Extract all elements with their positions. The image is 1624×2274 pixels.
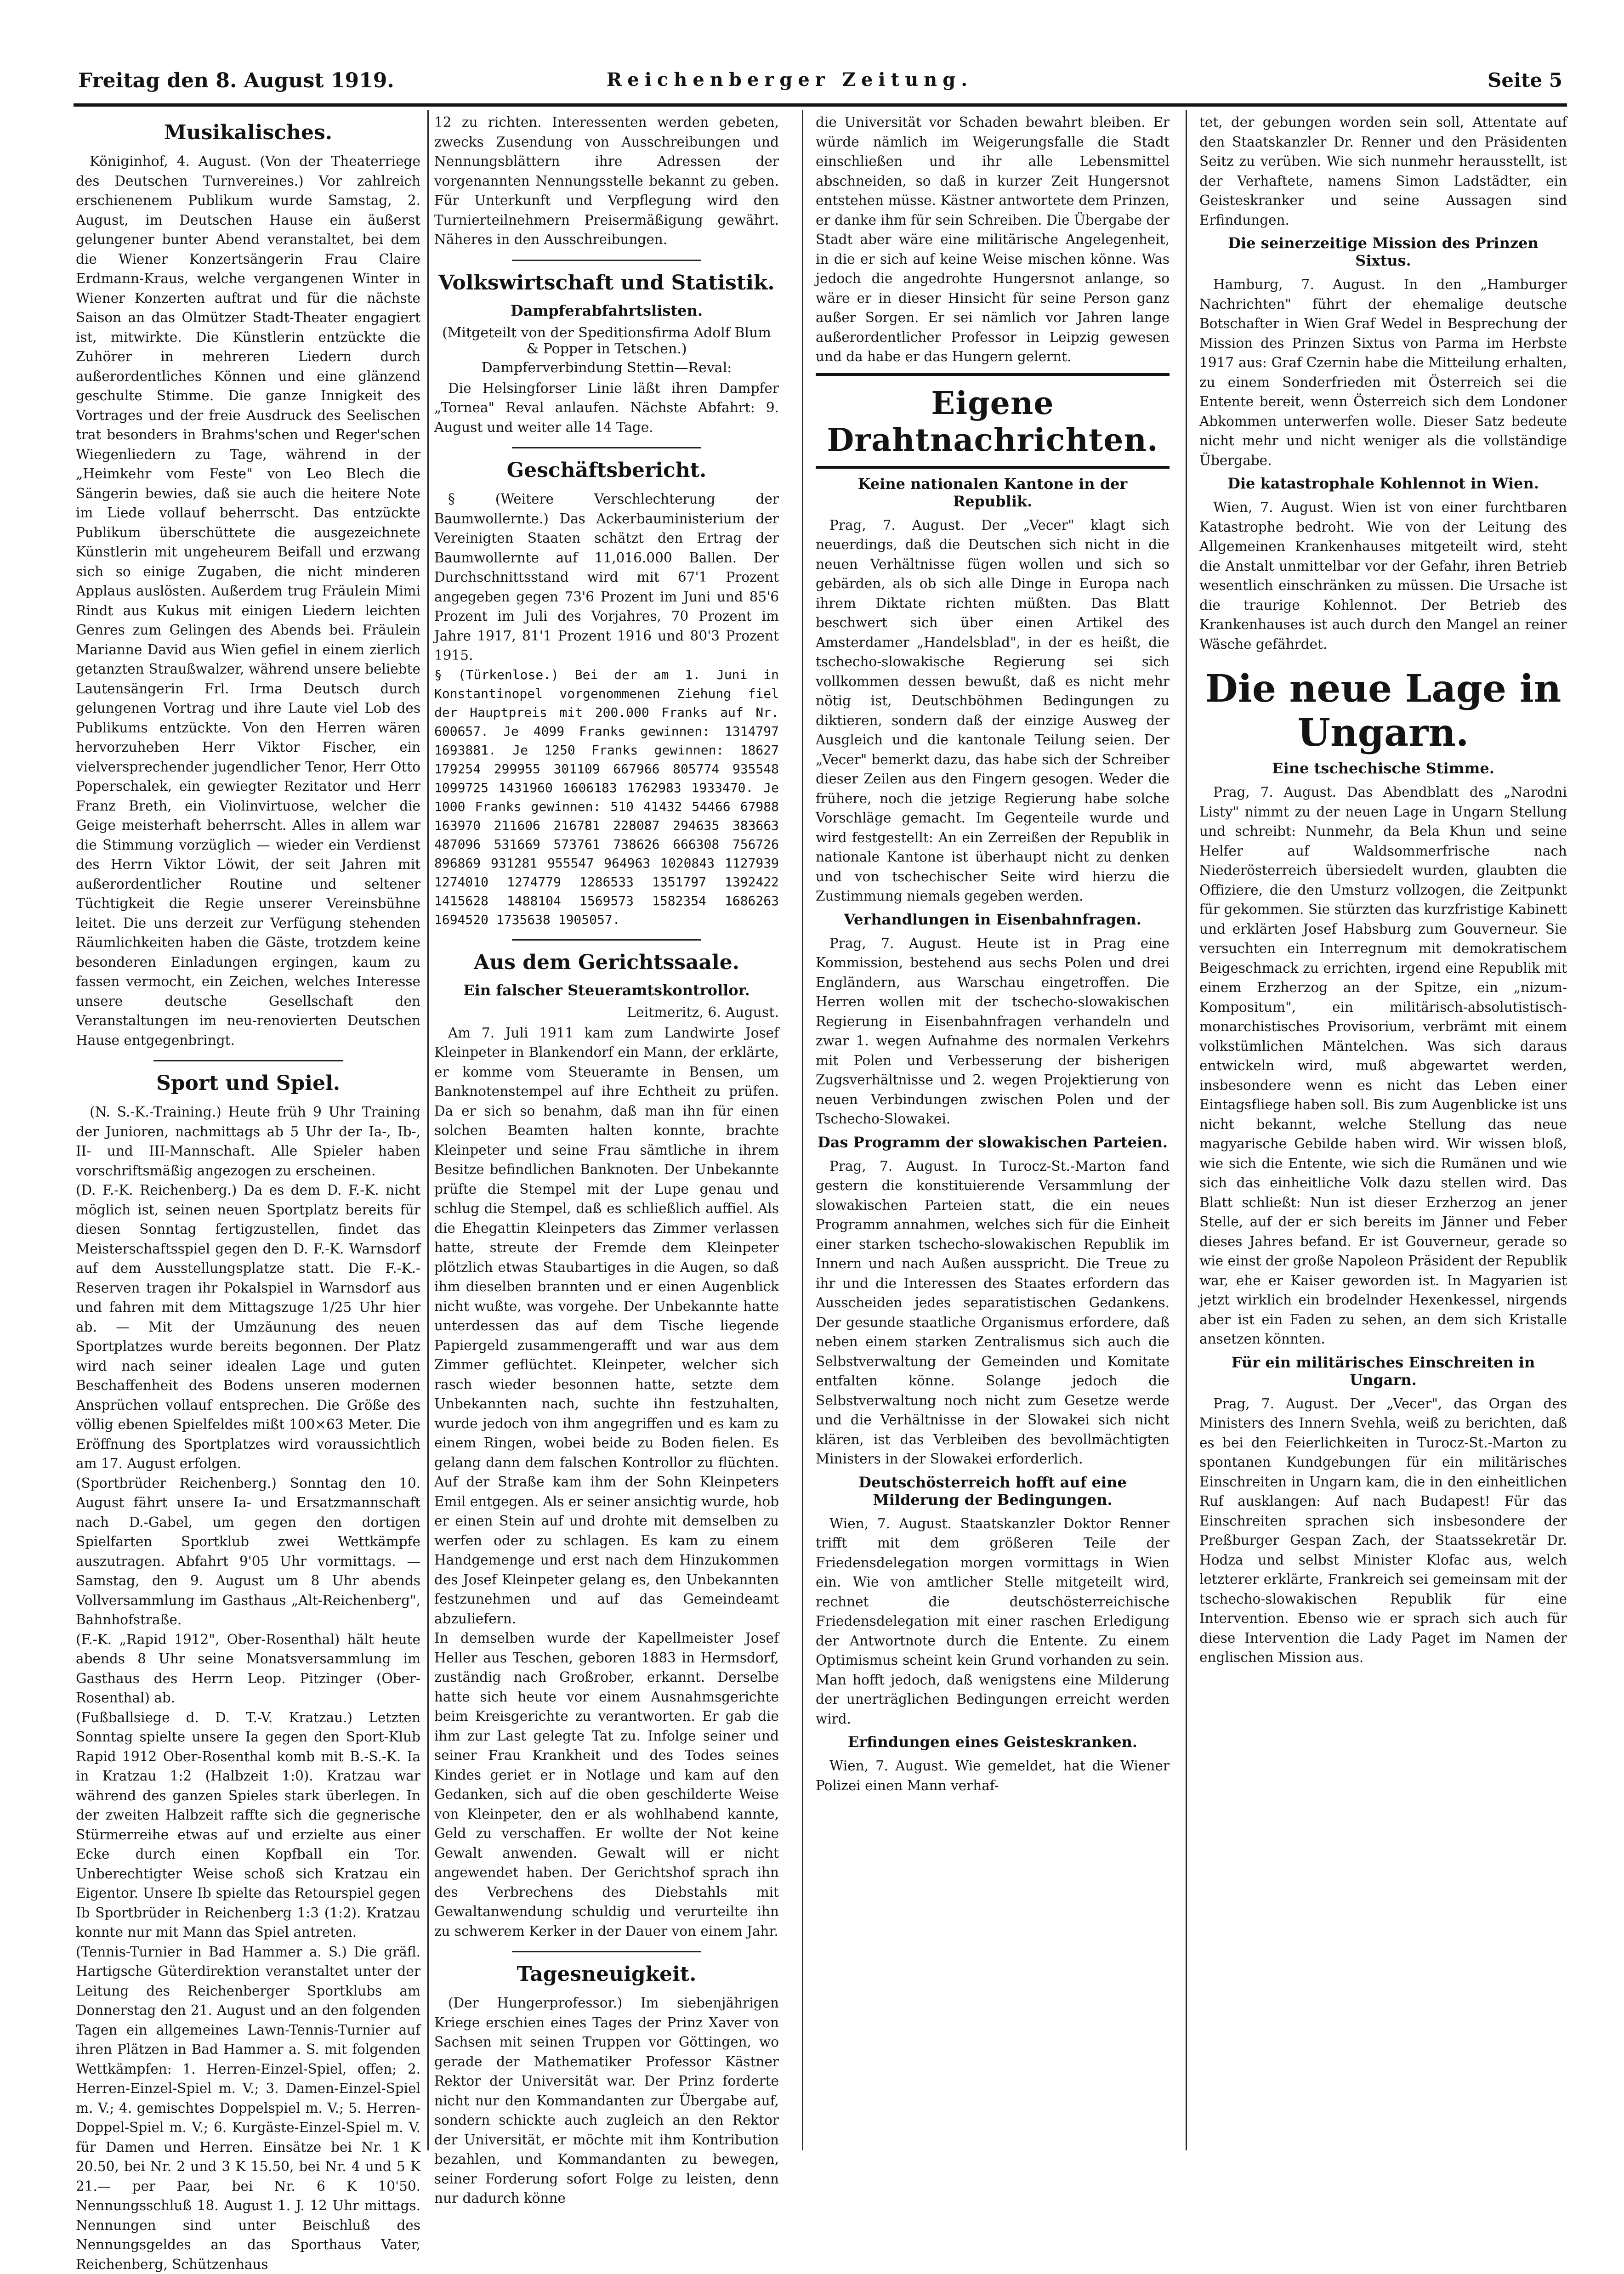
separator [816, 373, 1170, 376]
headline-kohlennot: Die katastrophale Kohlennot in Wien. [1227, 475, 1539, 492]
article-kantone: Prag, 7. August. Der „Vecer" klagt sich neuerdings, daß die Deutschen sich nicht in die neuen Verhältnisse fügen wollen und sich so gebärden, als ob sich alle Dinge in Europa nach ihrem Diktate richten müßten. Das Blatt beschwert sich über einen Artikel des Amsterdamer „Handelsblad", in der es heißt, die tschecho-slowakische Regierung sei sich vollkommen dessen bewußt, daß es nicht mehr nötig ist, Deutschböhmen Bedingungen zu diktieren, sondern daß der einzige Ausweg der Ausgleich und die kantonale Teilung seien. Der „Vecer" bemerkt dazu, das habe sich der Schreiber dieser Zeilen aus den Fingern gesogen. Weder die frühere, noch die jetzige Regierung habe solche Vorschläge gemacht. Im Gegenteile wurde und wird festgestellt: An ein Zerreißen der Republik in nationale Kantone ist überhaupt nicht zu denken und von tschechischer Seite wird hierzu die Zustimmung niemals gegeben werden. [816, 517, 1174, 904]
article-deutschoesterreich: Wien, 7. August. Staatskanzler Doktor Renner trifft mit dem größeren Teile der Friedensdelegation morgen vormittags in Wien ein. Wie von amtlicher Stelle mitgeteilt wird, rechnet die deutschösterreichische Friedensdelegation mit einer raschen Erledigung der Antwortnote durch die Entente. Zu einem Optimismus scheint kein Grund vorhanden zu sein. Man hofft jedoch, daß wenigstens eine Milderung der unerträglichen Bedingungen erreicht werden wird. [816, 1515, 1174, 1727]
article-erfindungen: Wien, 7. August. Wie gemeldet, hat die Wiener Polizei einen Mann verhaf- [816, 1758, 1174, 1793]
column-divider [802, 110, 803, 2150]
article-baumwolle: § (Weitere Verschlechterung der Baumwollernte.) Das Ackerbauministerium der Vereinigten Staaten schätzt den Ertrag der Baumwollernte auf 11,016.000 Ballen. Der Durchschnittsstand wird mit 67'1 Prozent angegeben gegen 73'6 Prozent im Juni und 85'6 Prozent im Juli des Vorjahres, 70 Prozent im Jahre 1917, 81'1 Prozent 1916 und 80'3 Prozent 1915. [434, 491, 784, 663]
article-tuerkenlose: § (Türkenlose.) Bei der am 1. Juni in Konstantinopel vorgenommenen Ziehung fiel der Hauptpreis mit 200.000 Franks auf Nr. 600657. Je 4099 Franks gewinnen: 1314797 1693881. Je 1250 Franks gewinnen: 18627 179254 299955 301109 667966 805774 935548 1099725 1431960 1606183 1762983 1933470. Je 1000 Franks gewinnen: 510 41432 54466 67988 163970 211606 216781 228087 294635 383663 487096 531669 573761 738626 666308 756726 896869 931281 955547 964963 1020843 1127939 1274010 1274779 1286533 1351797 1392422 1415628 1488104 1569573 1582354 1686263 1694520 1735638 1905057. [434, 667, 787, 927]
article-hungerprofessor: (Der Hungerprofessor.) Im siebenjährigen Kriege erschien eines Tages der Prinz Xaver von Sachsen mit seinen Truppen vor Göttingen, wo gerade der Mathematiker Professor Kästner Rektor der Universität war. Der Prinz forderte nicht nur den Kommandanten zur Übergabe auf, sondern schickte auch zugleich an den Rektor der Universität, er möchte mit ihm Kontribution bezahlen, und Kommandanten zu bewegen, seiner Forderung sofort Folge zu leisten, denn nur dadurch könne [434, 1995, 784, 2206]
headline-programm: Das Programm der slowakischen Parteien. [818, 1133, 1168, 1151]
column-4 [1199, 113, 1572, 2144]
article-kohlennot: Wien, 7. August. Wien ist von einer furchtbaren Katastrophe bedroht. Wie von der Leitung des Allgemeinen Krankenhauses mitgeteilt wird, steht die Anstalt unmittelbar vor der Gefahr, ihren Betrieb wesentlich einschränken zu müssen. Die Ursache ist die traurige Kohlennot. Der Betrieb des Krankenhauses ist auch durch den Mangel an reiner Wäsche gefährdet. [1199, 499, 1572, 652]
headline-deutschoesterreich: Deutschösterreich hofft auf eine Milderung der Bedingungen. [858, 1473, 1127, 1508]
masthead: Reichenberger Zeitung. [607, 69, 973, 91]
section-title-volkswirtschaft: Volkswirtschaft und Statistik. [438, 271, 775, 295]
headline-ungarn: Die neue Lage in Ungarn. [1205, 667, 1562, 755]
article-sport: (N. S.-K.-Training.) Heute früh 9 Uhr Training der Junioren, nachmittags ab 5 Uhr der Ia-, Ib-, II- und III-Mannschaft. Alle Spieler haben vorschriftsmäßig angezogen zu erscheinen. (D. F.-K. Reichenberg.) Da es dem D. F.-K. nicht möglich ist, seinen neuen Sportplatz bereits für diesen Sonntag fertigzustellen, findet das Meisterschaftsspiel gegen den D. F.-K. Warnsdorf auf dem Ausstellungsplatze statt. Die F.-K.-Reserven tragen ihr Pokalspiel in Warnsdorf aus und fahren mit dem Mittagszuge 1/25 Uhr hier ab. — Mit der Umzäunung des neuen Sportplatzes wurde bereits begonnen. Der Platz wird nach seiner idealen Lage und guten Beschaffenheit des Bodens unseren modernen Ansprüchen vollauf entsprechen. Die Größe des völlig ebenen Spielfeldes mißt 100×63 Meter. Die Eröffnung des Sportplatzes wird voraussichtlich am 17. August erfolgen. (Sportbrüder Reichenberg.) Sonntag den 10. August fährt unsere Ia- und Ersatzmannschaft nach D.-Gabel, um gegen den dortigen Spielfarten Sportklub zwei Wettkämpfe auszutragen. Abfahrt 9'05 Uhr vormittags. — Samstag, den 9. August um 8 Uhr abends Vollversammlung im Gasthaus „Alt-Reichenberg", Bahnhofstraße. (F.-K. „Rapid 1912", Ober-Rosenthal) hält heute abends 8 Uhr seine Monatsversammlung im Gasthaus des Herrn Leop. Pitzinger (Ober-Rosenthal) ab. (Fußballsiege d. D. T.-V. Kratzau.) Letzten Sonntag spielte unsere Ia gegen den Sport-Klub Rapid 1912 Ober-Rosenthal komb mit B.-S.-K. Ia in Kratzau 1:2 (Halbzeit 1:0). Kratzau war während des ganzen Spieles stark überlegen. In der zweiten Halbzeit raffte sich die gegnerische Stürmerreihe etwas auf und erzielte aus einer Ecke durch einen Kopfball ein Tor. Unberechtigter Weise schoß sich Kratzau ein Eigentor. Unsere Ib spielte das Retourspiel gegen Ib Sportbrüder in Reichenberg 1:3 (1:2). Kratzau konnte nur mit Mann das Spiel antreten. (Tennis-Turnier in Bad Hammer a. S.) Die gräfl. Hartigsche Güterdirektion veranstaltet unter der Leitung des Reichenberger Sportklubs am Donnerstag den 21. August und an den folgenden Tagen ein allgemeines Lawn-Tennis-Turnier auf ihren Plätzen in Bad Hammer a. S. mit folgenden Wettkämpfen: 1. Herren-Einzel-Spiel, offen; 2. Herren-Einzel-Spiel m. V.; 3. Damen-Einzel-Spiel m. V.; 4. gemischtes Doppelspiel m. V.; 5. Herren-Doppel-Spiel m. V.; 6. Kurgäste-Einzel-Spiel m. V. für Damen und Herren. Einsätze bei Nr. 1 K 20.50, bei Nr. 2 und 3 K 15.50, bei Nr. 4 und 5 K 21.— per Paar, bei Nr. 6 K 10'50. Nennungsschluß 18. August 1. J. 12 Uhr mittags. Nennungen sind unter Beischluß des Nennungsgeldes an das Sporthaus Vater, Reichenberg, Schützenhaus [76, 1104, 420, 2272]
section-title-musik: Musikalisches. [164, 121, 333, 144]
subheading-dampfer: Dampferabfahrtslisten. [510, 301, 703, 319]
column-divider [427, 110, 429, 2150]
header-rule [74, 103, 1567, 107]
section-title-gericht: Aus dem Gerichtssaale. [473, 950, 739, 974]
issue-date: Freitag den 8. August 1919. [78, 69, 394, 92]
dampfer-route: Dampferverbindung Stettin—Reval: [481, 359, 732, 376]
article-continuation: tet, der gebungen worden sein soll, Attentate auf den Staatskanzler Dr. Renner und den Präsidenten Seitz zu verüben. Wie sich nunmehr herausstellt, ist der Verhaftete, namens Simon Ladstädter, ein Geisteskranker und seine Aussagen sind Erfindungen. [1199, 114, 1572, 228]
section-title-geschaeft: Geschäftsbericht. [506, 459, 707, 482]
headline-kantone: Keine nationalen Kantone in der Republik. [857, 475, 1128, 510]
section-title-drahtnachrichten: Eigene Drahtnachrichten. [827, 385, 1158, 459]
headline-erfindungen: Erfindungen eines Geisteskranken. [847, 1733, 1138, 1751]
column-1 [76, 113, 425, 2272]
article-programm: Prag, 7. August. In Turocz-St.-Marton fand gestern die konstituierende Versammlung der slowakischen Parteien statt, die ein neues Programm annahmen, welches sich für die Einheit einer starken tschecho-slowakischen Republik im Innern und nach Außen ausspricht. Die Treue zu ihr und die Interessen des Staates erfordern das Ausscheiden jedes separatistischen Gedankens. Der gesunde staatliche Organismus erfordere, daß neben einem starken Zentralismus sich auch die Selbstverwaltung der Gemeinden und Komitate entfalten könne. Solange jedoch die Selbstverwaltung noch nicht zum Gesetze werde und die Verhältnisse in der Slowakei sich nicht klären, ist das Verbleiben des bevollmächtigten Ministers in der Slowakei erforderlich. [816, 1158, 1174, 1467]
article-dampfer: Die Helsingforser Linie läßt ihren Dampfer „Tornea" Reval anlaufen. Nächste Abfahrt: 9. August und weiter alle 14 Tage. [434, 380, 784, 435]
article-ungarn: Prag, 7. August. Das Abendblatt des „Narodni Listy" nimmt zu der neuen Lage in Ungarn Stellung und schreibt: Nunmehr, da Bela Khun und seine Helfer auf Waldsommerfrische nach Niederösterreich übersiedelt wurden, glaubten die Offiziere, die den Umsturz vollzogen, die Zeitpunkt für gekommen. Sie stürzten das kurzfristige Kabinett und erklärten Josef Habsburg zum Gouverneur. Sie versuchten ein Interregnum mit demokratischem Beigeschmack zu errichten, irgend eine Republik mit einem Erzherzog an der Spitze, ein „nizum-Kompositum", ein militärisch-absolutistisch-monarchistisches Provisorium, verbrämt mit einem volkstümlichen Mäntelchen. Was sich daraus entwickeln wird, muß abgewartet werden, insbesondere wenn es nicht das Leben einer Eintagsfliege haben soll. Bis zum Augenblicke ist uns nicht bekannt, welche Stellung das neue magyarische Gebilde haben wird. Wir wissen bloß, wie sich die Entente, wie sich die Rumänen und wie sich das einheitliche Volk dazu stellen wird. Das Blatt schließt: Nun ist dieser Erzherzog an jener Stelle, auf der er sich bereits im Jänner und Feber dieses Jahres befand. Er ist Gouverneur, gerade so wie einst der große Napoleon Präsident der Republik war, ehe er Kaiser geworden ist. In Magyarien ist jetzt wirklich ein brodelnder Hexenkessel, nirgends aber ist ein Faden zu sehen, an dem sich Kristalle ansetzen könnten. [1199, 784, 1572, 1347]
article-gericht: Am 7. Juli 1911 kam zum Landwirte Josef Kleinpeter in Blankendorf ein Mann, der erklärte, er komme vom Steueramte in Bensen, um Banknotenstempel auf ihre Echtheit zu prüfen. Da er sich so benahm, daß man ihn für einen solchen Beamten halten konnte, brachte Kleinpeter und seine Frau sämtliche in ihrem Besitze befindlichen Banknoten. Der Unbekannte prüfte die Stempel mit der Lupe genau und schlug die Stempel, daß es schließlich auffiel. Als die Ehegattin Kleinpeters das Zimmer verlassen hatte, streute der Fremde dem Kleinpeter plötzlich etwas Staubartiges in die Augen, so daß ihm dieselben brannten und er einen Augenblick nicht wußte, was vorgehe. Der Unbekannte hatte unterdessen das auf dem Tische liegende Papiergeld zusammengerafft und war aus dem Zimmer geflüchtet. Kleinpeter, welcher sich rasch wieder besonnen hatte, setzte dem Unbekannten nach, suchte ihn festzuhalten, wurde jedoch von ihm angegriffen und es kam zu einem Ringen, wobei beide zu Boden fielen. Es gelang dann dem falschen Kontrollor zu flüchten. Auf der Straße kam ihm der Sohn Kleinpeters Emil entgegen. Als er seiner ansichtig wurde, hob er einen Stein auf und drohte mit demselben zu werfen oder zu schlagen. Es kam zu einem Handgemenge und erst nach dem Hinzukommen des Josef Kleinpeter gelang es, den Unbekannten festzunehmen und auf das Gemeindeamt abzuliefern. In demselben wurde der Kapellmeister Josef Heller aus Teschen, geboren 1883 in Hermsdorf, zuständig nach Großrober, erkannt. Derselbe hatte sich heute vor einem Ausnahmsgerichte beim Kreisgerichte zu verantworten. Er gab die ihm zur Last gelegte Tat zu. Infolge seiner und seiner Frau Krankheit und des Todes seines Kindes geriet er in Notlage und kam auf den Gedanken, sich auf die oben geschilderte Weise von Kleinpeter, den er als wohlhabend kannte, Geld zu verschaffen. Er wollte der Not keine Gewalt anwenden. Gewalt will er nicht angewendet haben. Der Gerichtshof sprach ihn des Verbrechens des Diebstahls mit Gewaltanwendung schuldig und verurteilte ihn zu schwerem Kerker in der Dauer von einem Jahr. [434, 1025, 779, 1939]
dateline: Leitmeritz, 6. August. [626, 1004, 779, 1021]
article-continuation: 12 zu richten. Interessenten werden gebeten, zwecks Zusendung von Ausschreibungen und Nennungsblättern ihre Adressen der vorgenannten Nennungsstelle bekannt zu geben. Für Unterkunft und Verpflegung wird den Turnierteilnehmern Preisermäßigung gewährt. Näheres in den Ausschreibungen. [434, 114, 784, 247]
separator [816, 466, 1170, 469]
section-title-tagesneuigkeit: Tagesneuigkeit. [517, 1962, 697, 1986]
column-divider [1186, 110, 1187, 2150]
section-title-sport: Sport und Spiel. [156, 1072, 341, 1095]
article-militaerisch: Prag, 7. August. Der „Vecer", das Organ des Ministers des Innern Svehla, weiß zu berichten, daß es bei den Feierlichkeiten in Turocz-St.-Marton zu spontanen Kundgebungen für ein militärisches Einschreiten in Ungarn kam, die in den einheitlichen Ruf ausklangen: Auf nach Budapest! Für das Einschreiten sprachen sich insbesondere der Preßburger Gespan Zach, der Staatssekretär Dr. Hodza und selbst Minister Klofac aus, welch letzterer erklärte, Frankreich sei gemeinsam mit der tschecho-slowakischen Republik für eine Intervention. Ebenso wie er sprach sich auch für diese Intervention die Lady Paget im Namen der englischen Mission aus. [1199, 1395, 1572, 1665]
article-musik: Königinhof, 4. August. (Von der Theaterriege des Deutschen Turnvereines.) Vor zahlreich erschienenem Publikum wurde Samstag, 2. August, im Deutschen Hause ein äußerst gelungener bunter Abend veranstaltet, bei dem die Wiener Konzertsängerin Frau Claire Erdmann-Kraus, welche vergangenen Winter in Wiener Konzerten auftrat und für die nächste Saison an das Olmützer Stadt-Theater engagiert ist, mitwirkte. Die Künstlerin entzückte die Zuhörer in mehreren Liedern durch außerordentliches Können und eine glänzend geschulte Stimme. Die ganze Innigkeit des Vortrages und der freie Ausdruck des Seelischen trat besonders in Brahms'schen und Reger'schen Wiegenliedern zu Tage, während in der „Heimkehr vom Feste" von Leo Blech die Sängerin bewies, daß sie auch die heitere Note im Liede vollauf beherrscht. Das entzückte Publikum überschüttete die ausgezeichnete Künstlerin mit ungeheurem Beifall und erzwang sich so einige Zugaben, die nicht minderen Applaus auslösten. Außerdem trug Fräulein Mimi Rindt aus Kukus mit einigen Liedern leichten Genres zum Gelingen des Abends bei. Fräulein Marianne David aus Wien gefiel in einem zierlich getanzten Straußwalzer, während unsere beliebte Lautensängerin Frl. Irma Deutsch durch gelungenen Vortrag und ihre Laute viel Lob des Publikums entzückte. Von den Herren wären hervorzuheben Herr Viktor Fischer, ein vielversprechender jugendlicher Tenor, Herr Otto Poperschalek, ein gewiegter Rezitator und Herr Franz Breth, ein Violinvirtuose, welcher die Geige meisterhaft beherrscht. Alles in allem war die Stimmung vorzüglich — wieder ein Verdienst des Herrn Viktor Löwit, der seit Jahren mit außerordentlicher Routine und seltener Tüchtigkeit die Regie unserer Vereinsbühne leitet. Die uns derzeit zur Verfügung stehenden Räumlichkeiten haben die Gäste, trotzdem keine besonderen Einladungen ergingen, kaum zu fassen vermocht, ein Zeichen, welches Interesse unsere deutsche Gesellschaft den Veranstaltungen im neu-renovierten Deutschen Hause entgegenbringt. [76, 153, 425, 1048]
page-header [78, 69, 1562, 96]
article-eisenbahn: Prag, 7. August. Heute ist in Prag eine Kommission, bestehend aus sechs Polen und drei Engländern, aus Warschau eingetroffen. Die Herren wollen mit der tschecho-slowakischen Regierung in Eisenbahnfragen verhandeln und zwar 1. wegen Aufnahme des normalen Verkehrs mit Polen und Verbesserung der bisherigen Zugsverhältnisse und 2. wegen Projektierung von neuen Verbindungen zwischen Polen und der Tschecho-Slowakei. [816, 935, 1174, 1127]
separator [512, 939, 702, 941]
article-sixtus: Hamburg, 7. August. In den „Hamburger Nachrichten" führt der ehemalige deutsche Botschafter in Wien Graf Wedel in Besprechung der Mission des Prinzen Sixtus von Parma im Herbste 1917 aus: Graf Czernin habe die Mitteilung erhalten, zu einem Sonderfrieden mit Österreich sei die Entente bereit, wenn Österreich sich dem Londoner Abkommen unterwerfen wolle. Dieser Satz bedeute nicht mehr und nicht weniger als die vollständige Übergabe. [1199, 277, 1572, 468]
headline-eisenbahn: Verhandlungen in Eisenbahnfragen. [844, 910, 1141, 928]
headline-sixtus: Die seinerzeitige Mission des Prinzen Sixtus. [1228, 234, 1539, 269]
subheading-gericht: Ein falscher Steueramtskontrollor. [463, 981, 750, 999]
separator [153, 1060, 343, 1061]
separator [512, 260, 702, 261]
page-number: Seite 5 [1488, 69, 1562, 91]
separator [512, 1951, 702, 1952]
subheading-ungarn: Eine tschechische Stimme. [1272, 760, 1494, 777]
column-2 [434, 113, 787, 2206]
separator [512, 447, 702, 448]
column-3 [816, 113, 1174, 2144]
dampfer-source: (Mitgeteilt von der Speditionsfirma Adolf Blum & Popper in Tetschen.) [442, 324, 771, 357]
headline-militaerisch: Für ein militärisches Einschreiten in Ungarn. [1231, 1353, 1535, 1389]
article-continuation: die Universität vor Schaden bewahrt bleiben. Er würde nämlich im Weigerungsfalle die Stadt einschließen und ihr alle Lebensmittel abschneiden, so daß in kurzer Zeit Hungersnot entstehen müsse. Kästner antwortete dem Prinzen, er danke ihm für sein Schreiben. Die Übergabe der Stadt aber wäre eine militärische Angelegenheit, in die er sich auf keine Weise mischen könne. Was jedoch die angedrohte Hungersnot anlange, so wäre er in dieser Hinsicht für seine Person ganz außer Sorgen. Er sei nämlich vor Jahren lange außerordentlicher Professor in Leipzig gewesen und da habe er das Hungern gelernt. [816, 114, 1174, 364]
